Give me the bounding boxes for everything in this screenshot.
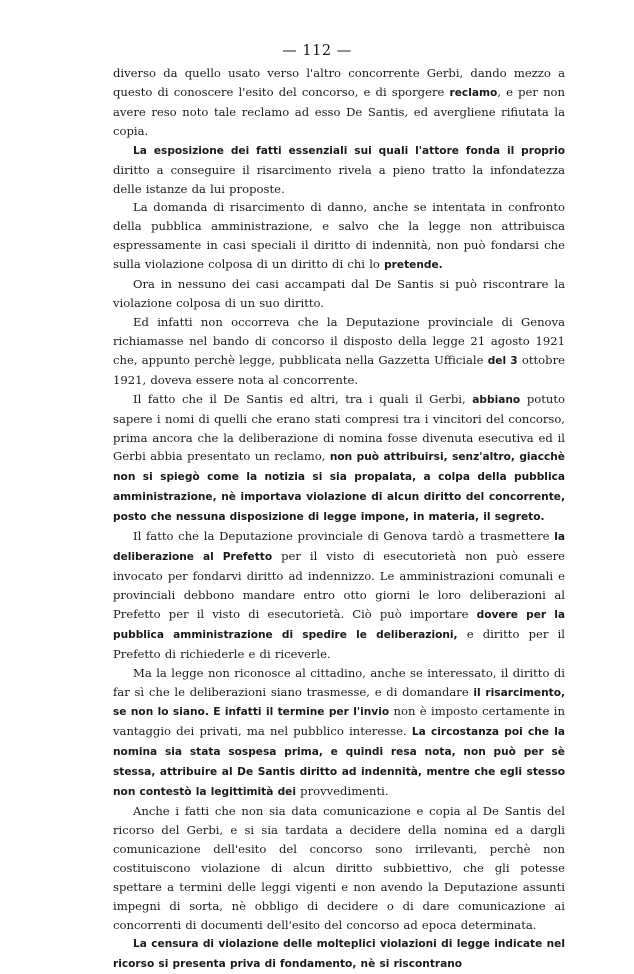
bold-text-run: non può attribuirsi, senz'altro, giacchè non si spiegò come la notizia si sia propalata, a colpa della pubblica amministrazione, nè importava violazione di alcun diritto del concorrente, posto che nessuna disposizione di legge impone, in materia, il segreto.: [113, 451, 565, 524]
paragraph: [113, 64, 565, 141]
bold-text-run: La circostanza poi che la nomina sia stata sospesa prima, e quindi resa nota, non può per sè stessa, attribuire al De Santis diritto ad indennità, mentre che egli stesso non contestò la legittimità dei: [113, 726, 565, 799]
paragraph: [113, 934, 565, 974]
paragraph: [113, 313, 565, 390]
text-run: , e per non avere reso noto tale reclamo ad esso De Santis, ed avergliene rifiutata la copia.: [113, 84, 566, 138]
text-run: La domanda di risarcimento di danno, anche se intentata in confronto della pubblica amministrazione, e salvo che la legge non attribuisca espressamente in casi speciali il diritto di indennità, non può fondarsi che sulla violazione colposa di un diritto di chi lo: [113, 200, 565, 272]
text-run: Anche i fatti che non sia data comunicazione e copia al De Santis del ricorso del Gerbi, e si sia tardata a decidere della nomina ed a dargli comunicazione dell'esito del concorso sono irrilevanti, perchè non costituiscono violazione di alcun diritto subbiettivo, che gli potesse spettare a termini delle leggi vigenti e non avendo la Deputazione assunti impegni di sorta, nè obbligo di decidere o di dare comunicazione ai concorrenti di documenti dell'esito del concorso ad epoca determinata.: [113, 804, 565, 932]
text-run: non è imposto certamente in vantaggio dei privati, ma nel pubblico interesse.: [113, 704, 565, 739]
paragraph: [113, 275, 565, 313]
paragraph: [113, 198, 565, 275]
bold-text-run: La censura di violazione delle molteplici violazioni di legge indicate nel ricorso si presenta priva di fondamento, nè si riscontrano: [113, 938, 565, 971]
text-run: diverso da quello usato verso l'altro concorrente Gerbi, dando mezzo a questo di conoscere l'esito del concorso, e di sporgere: [113, 66, 565, 99]
text-run: potuto sapere i nomi di quelli che erano stati compresi tra i vincitori del concorso, prima ancora che la deliberazione di nomina fosse divenuta esecutiva ed il Gerbi abbia presentato un reclamo,: [113, 391, 565, 464]
text-run: e diritto per il Prefetto di richiederle e di riceverle.: [113, 626, 565, 661]
bold-text-run: pretende.: [384, 259, 443, 272]
bold-text-run: il risarcimento, se non lo siano. E infatti il termine per l'invio: [113, 686, 565, 719]
bold-text-run: dovere per la pubblica amministrazione di spedire le deliberazioni,: [113, 608, 565, 641]
text-run: provvedimenti.: [295, 784, 389, 799]
bold-text-run: La esposizione dei fatti essenziali sui quali l'attore fonda il proprio: [133, 144, 565, 157]
body-text: [113, 64, 565, 974]
page-number: — 112 —: [282, 43, 352, 59]
text-run: Ed infatti non occorreva che la Deputazione provinciale di Genova richiamasse nel bando di concorso il disposto della legge 21 agosto 1921 che, appunto perchè legge, pubblicata nella Gazzetta Ufficiale: [113, 314, 565, 367]
text-run: Ma la legge non riconosce al cittadino, anche se interessato, il diritto di far sì che le deliberazioni siano trasmesse, e di domandare: [113, 665, 565, 699]
paragraph: [113, 141, 565, 199]
bold-text-run: del 3: [487, 354, 518, 367]
bold-text-run: abbiano: [472, 393, 521, 406]
text-run: Il fatto che il De Santis ed altri, tra i quali il Gerbi,: [133, 391, 473, 406]
paragraph: [113, 664, 565, 802]
bold-text-run: reclamo: [449, 86, 498, 99]
text-run: Il fatto che la Deputazione provinciale di Genova tardò a trasmettere: [133, 529, 555, 544]
bold-text-run: la deliberazione al Prefetto: [113, 531, 565, 564]
paragraph: [113, 527, 565, 663]
text-run: Ora in nessuno dei casi accampati dal De Santis si può riscontrare la violazione colposa di un suo diritto.: [113, 277, 565, 311]
paragraph: [113, 802, 565, 934]
paragraph: [113, 390, 565, 527]
text-run: diritto a conseguire il risarcimento rivela a pieno tratto la infondatezza delle istanze da lui proposte.: [113, 162, 565, 196]
text-run: ottobre 1921, doveva essere nota al concorrente.: [113, 352, 565, 387]
text-run: per il visto di esecutorietà non può essere invocato per fondarvi diritto ad indennizzo. Le amministrazioni comunali e provinciali debbono mandare entro otto giorni le loro deliberazioni al Prefetto per il visto di esecutorietà. Ciò può importare: [113, 549, 565, 621]
